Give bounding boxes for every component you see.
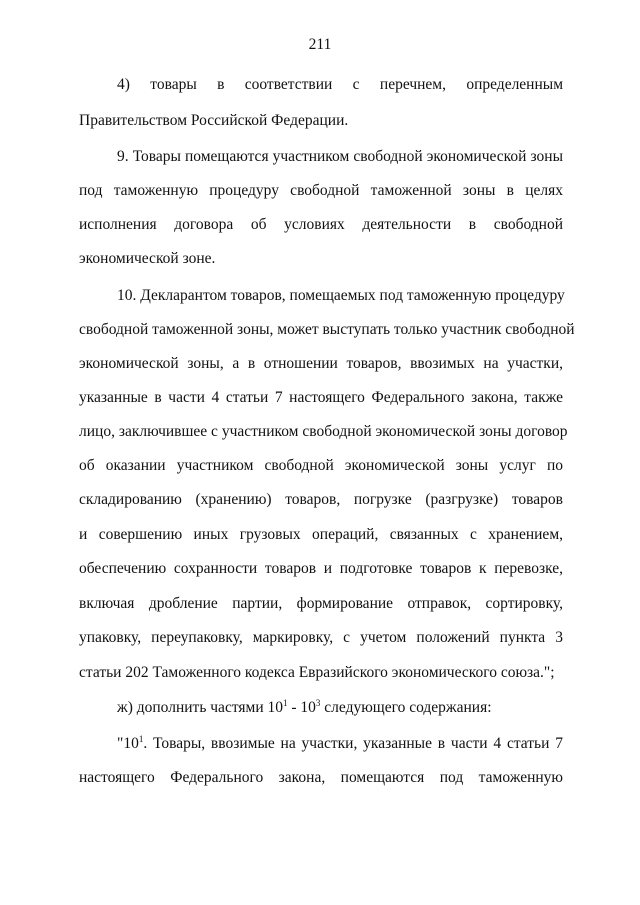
paragraph-4-line-1: 4) товары в соответствии с перечнем, определенным <box>117 76 563 93</box>
paragraph-zh <box>117 699 563 717</box>
paragraph-10-line-4: указанные в части 4 статьи 7 настоящего Федерального закона, также <box>79 389 563 406</box>
paragraph-10-line-1: 10. Декларантом товаров, помещаемых под таможенную процедуру <box>117 287 565 304</box>
zh-text-middle: - 10 <box>287 699 316 716</box>
paragraph-9-line-3: исполнения договора об условиях деятельности в свободной <box>79 216 563 233</box>
paragraph-10-line-9: обеспечению сохранности товаров и подготовке товаров к перевозке, <box>79 560 563 577</box>
paragraph-10-line-12: статьи 202 Таможенного кодекса Евразийского экономического союза."; <box>79 664 555 681</box>
paragraph-10-line-3: экономической зоны, а в отношении товаров, ввозимых на участки, <box>79 355 563 372</box>
paragraph-10-1-line-2: настоящего Федерального закона, помещаются под таможенную <box>79 769 563 786</box>
paragraph-10-line-2: свободной таможенной зоны, может выступать только участник свободной <box>79 321 575 338</box>
paragraph-10-1-line-1 <box>117 735 563 753</box>
paragraph-10-line-7: складированию (хранению) товаров, погрузке (разгрузке) товаров <box>79 491 563 508</box>
paragraph-9-line-1: 9. Товары помещаются участником свободной экономической зоны <box>117 148 563 165</box>
zh-text-before: ж) дополнить частями 10 <box>117 699 283 716</box>
p101-prefix: "10 <box>117 735 139 752</box>
paragraph-9-line-4: экономической зоне. <box>79 250 216 267</box>
paragraph-4-line-2: Правительством Российской Федерации. <box>79 112 349 129</box>
p101-sup: 1 <box>138 734 144 744</box>
paragraph-10-line-11: упаковку, переупаковку, маркировку, с учетом положений пункта 3 <box>79 629 563 646</box>
paragraph-10-line-6: об оказании участником свободной экономической зоны услуг по <box>79 457 563 474</box>
p101-text: . Товары, ввозимые на участки, указанные в части 4 статьи 7 <box>143 735 563 752</box>
paragraph-10-line-10: включая дробление партии, формирование отправок, сортировку, <box>79 595 563 612</box>
zh-text-after: следующего содержания: <box>320 699 492 716</box>
paragraph-10-line-5: лицо, заключившее с участником свободной экономической зоны договор <box>79 423 568 440</box>
zh-sup-1: 1 <box>283 698 288 708</box>
paragraph-10-line-8: и совершению иных грузовых операций, связанных с хранением, <box>79 526 563 543</box>
zh-sup-3: 3 <box>315 698 321 708</box>
paragraph-9-line-2: под таможенную процедуру свободной таможенной зоны в целях <box>79 182 563 199</box>
page-number: 211 <box>308 36 332 53</box>
